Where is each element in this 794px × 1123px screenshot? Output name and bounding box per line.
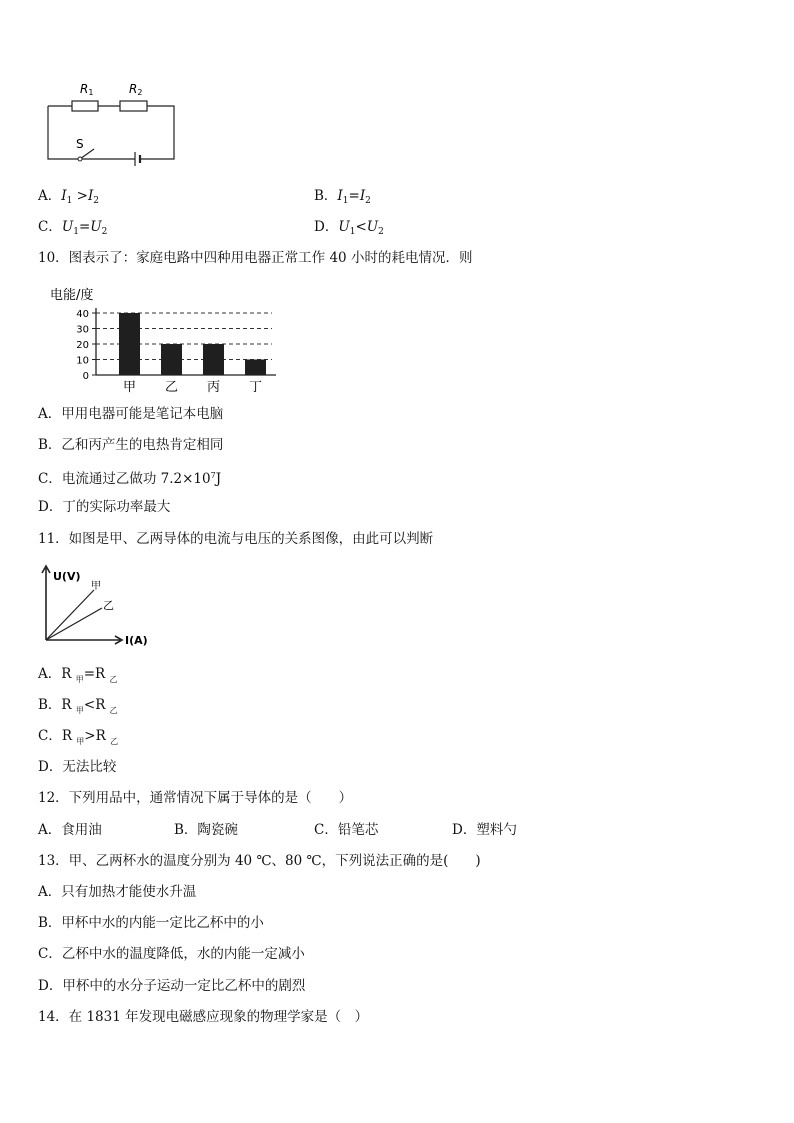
chart-ytick-label: 40 (76, 309, 89, 320)
chart-bar-1 (119, 313, 140, 375)
q13-option-a: A．只有加热才能使水升温 (38, 884, 197, 900)
bar-chart (44, 282, 284, 394)
q13-option-b: B．甲杯中水的内能一定比乙杯中的小 (38, 915, 264, 931)
q10-option-d: D．丁的实际功率最大 (38, 499, 171, 515)
circuit-wire-right (140, 106, 174, 159)
ui-graph-label-jia: 甲 (91, 581, 101, 592)
chart-bar-4 (245, 360, 266, 376)
q10-option-b: B．乙和丙产生的电热肯定相同 (38, 437, 224, 453)
bar-chart-svg (44, 282, 284, 394)
q9-option-c: C．$U_1=U_2$ (38, 219, 108, 237)
chart-xtick-label: 丁 (248, 380, 263, 394)
q13-option-c: C．乙杯中水的温度降低，水的内能一定减小 (38, 946, 305, 962)
q11-option-c: C．R $_甲$>R $_乙$ (38, 728, 119, 746)
ui-graph-ylabel: U(V) (53, 570, 81, 583)
q12-option-c: C．铅笔芯 (314, 822, 379, 838)
chart-ytick-label: 0 (82, 371, 89, 382)
ui-graph-svg (36, 562, 166, 648)
q10-option-c: C．电流通过乙做功 $7.2\times 10^7J$ (38, 471, 222, 487)
chart-xtick-label: 乙 (164, 380, 179, 394)
ui-graph (36, 562, 166, 648)
circuit-wire-left (48, 106, 118, 159)
circuit-diagram (40, 78, 190, 170)
q10-option-a: A．甲用电器可能是笔记本电脑 (38, 406, 224, 422)
q12-option-b: B．陶瓷碗 (174, 822, 238, 838)
q11-option-a: A．R $_甲$=R $_乙$ (38, 666, 118, 684)
chart-ylabel: 电能/度 (50, 288, 94, 303)
q11-option-b: B．R $_甲$<R $_乙$ (38, 697, 118, 715)
chart-ytick-label: 20 (76, 340, 89, 351)
ui-graph-xlabel: I(A) (125, 634, 148, 647)
r1-label: R1 (80, 82, 94, 97)
q9-option-b: B．$I_1=I_2$ (314, 188, 371, 206)
q9-option-a: A．$I_1 >I_2$ (38, 188, 100, 206)
chart-bar-3 (203, 344, 224, 375)
q9-option-d: D．$U_1<U_2$ (314, 219, 384, 237)
q12-option-a: A．食用油 (38, 822, 102, 838)
q14-stem: 14．在 1831 年发现电磁感应现象的物理学家是（ ） (38, 1009, 369, 1025)
circuit-svg (40, 78, 190, 170)
q12-stem: 12．下列用品中，通常情况下属于导体的是（ ） (38, 790, 353, 806)
q13-option-d: D．甲杯中的水分子运动一定比乙杯中的剧烈 (38, 978, 306, 994)
q13-stem: 13．甲、乙两杯水的温度分别为 40 ℃、80 ℃，下列说法正确的是( ) (38, 853, 481, 869)
q11-option-d: D．无法比较 (38, 759, 117, 775)
line-jia (46, 590, 94, 640)
q11-stem: 11．如图是甲、乙两导体的电流与电压的关系图像，由此可以判断 (38, 531, 434, 547)
line-yi (46, 608, 102, 640)
chart-ytick-label: 10 (76, 355, 89, 367)
q10-stem: 10．图表示了：家庭电路中四种用电器正常工作 40 小时的耗电情况．则 (38, 250, 473, 266)
switch-pivot (78, 157, 82, 161)
chart-bar-2 (161, 344, 182, 375)
resistor-r1 (72, 101, 98, 111)
chart-xtick-label: 甲 (122, 380, 137, 394)
resistor-r2 (120, 101, 147, 111)
r2-label: R2 (129, 82, 143, 97)
q12-option-d: D．塑料勺 (452, 822, 517, 838)
chart-xtick-label: 丙 (206, 380, 221, 394)
chart-ytick-label: 30 (76, 324, 89, 336)
switch-label: S (76, 137, 84, 151)
ui-graph-label-yi: 乙 (103, 599, 114, 612)
